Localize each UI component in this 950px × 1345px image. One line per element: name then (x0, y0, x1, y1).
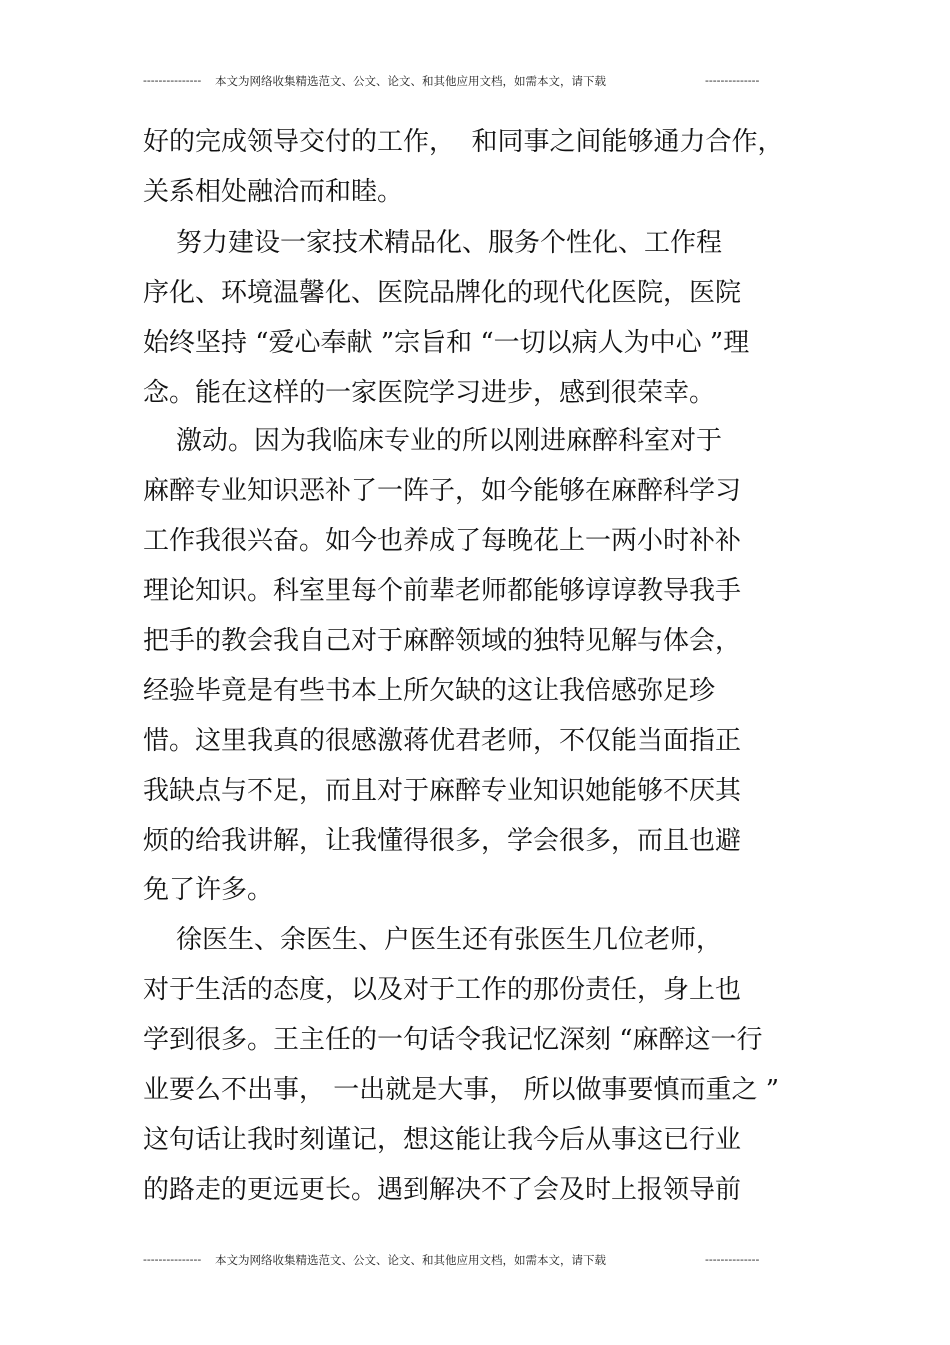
footer-text: 本文为网络收集精选范文、公文、论文、和其他应用文档，如需本文，请下载 (215, 1253, 606, 1267)
body-line: 激动。因为我临床专业的所以刚进麻醉科室对于 (143, 426, 723, 456)
body-line: 惜。这里我真的很感激蒋优君老师，不仅能当面指正 (143, 726, 742, 756)
body-line: 关系相处融洽而和睦。 (143, 177, 404, 207)
page-footer (143, 1252, 783, 1272)
body-line: 这句话让我时刻谨记，想这能让我今后从事这已行业 (143, 1125, 742, 1155)
footer-dash-right: -------------- (705, 1252, 760, 1266)
body-line: 烦的给我讲解，让我懂得很多，学会很多，而且也避 (143, 826, 742, 856)
body-line: 业要么不出事， 一出就是大事， 所以做事要慎而重之 ” (143, 1075, 780, 1105)
body-line: 对于生活的态度，以及对于工作的那份责任，身上也 (143, 975, 742, 1005)
footer-dash-left: --------------- (143, 1252, 202, 1266)
body-line: 工作我很兴奋。如今也养成了每晚花上一两小时补补 (143, 526, 742, 556)
header-dash-right: -------------- (705, 73, 760, 87)
body-line: 我缺点与不足，而且对于麻醉专业知识她能够不厌其 (143, 776, 742, 806)
body-line: 免了许多。 (143, 875, 274, 905)
body-line: 徐医生、余医生、户医生还有张医生几位老师， (143, 925, 723, 955)
header-dash-left: --------------- (143, 73, 202, 87)
body-line: 学到很多。王主任的一句话令我记忆深刻 “麻醉这一行 (143, 1025, 763, 1055)
body-line: 麻醉专业知识恶补了一阵子，如今能够在麻醉科学习 (143, 476, 742, 506)
body-line: 理论知识。科室里每个前辈老师都能够谆谆教导我手 (143, 576, 742, 606)
header-text: 本文为网络收集精选范文、公文、论文、和其他应用文档，如需本文，请下载 (215, 74, 606, 88)
body-line: 序化、环境温馨化、医院品牌化的现代化医院，医院 (143, 278, 742, 308)
page-header (143, 73, 783, 93)
body-line: 念。能在这样的一家医院学习进步，感到很荣幸。 (143, 378, 716, 408)
body-line: 把手的教会我自己对于麻醉领域的独特见解与体会， (143, 626, 742, 656)
body-line: 好的完成领导交付的工作， 和同事之间能够通力合作， (143, 127, 784, 157)
body-line: 的路走的更远更长。遇到解决不了会及时上报领导前 (143, 1175, 742, 1205)
body-line: 始终坚持 “爱心奉献 ”宗旨和 “一切以病人为中心 ”理 (143, 328, 750, 358)
body-line: 经验毕竟是有些书本上所欠缺的这让我倍感弥足珍 (143, 676, 716, 706)
body-line: 努力建设一家技术精品化、服务个性化、工作程 (143, 228, 723, 258)
